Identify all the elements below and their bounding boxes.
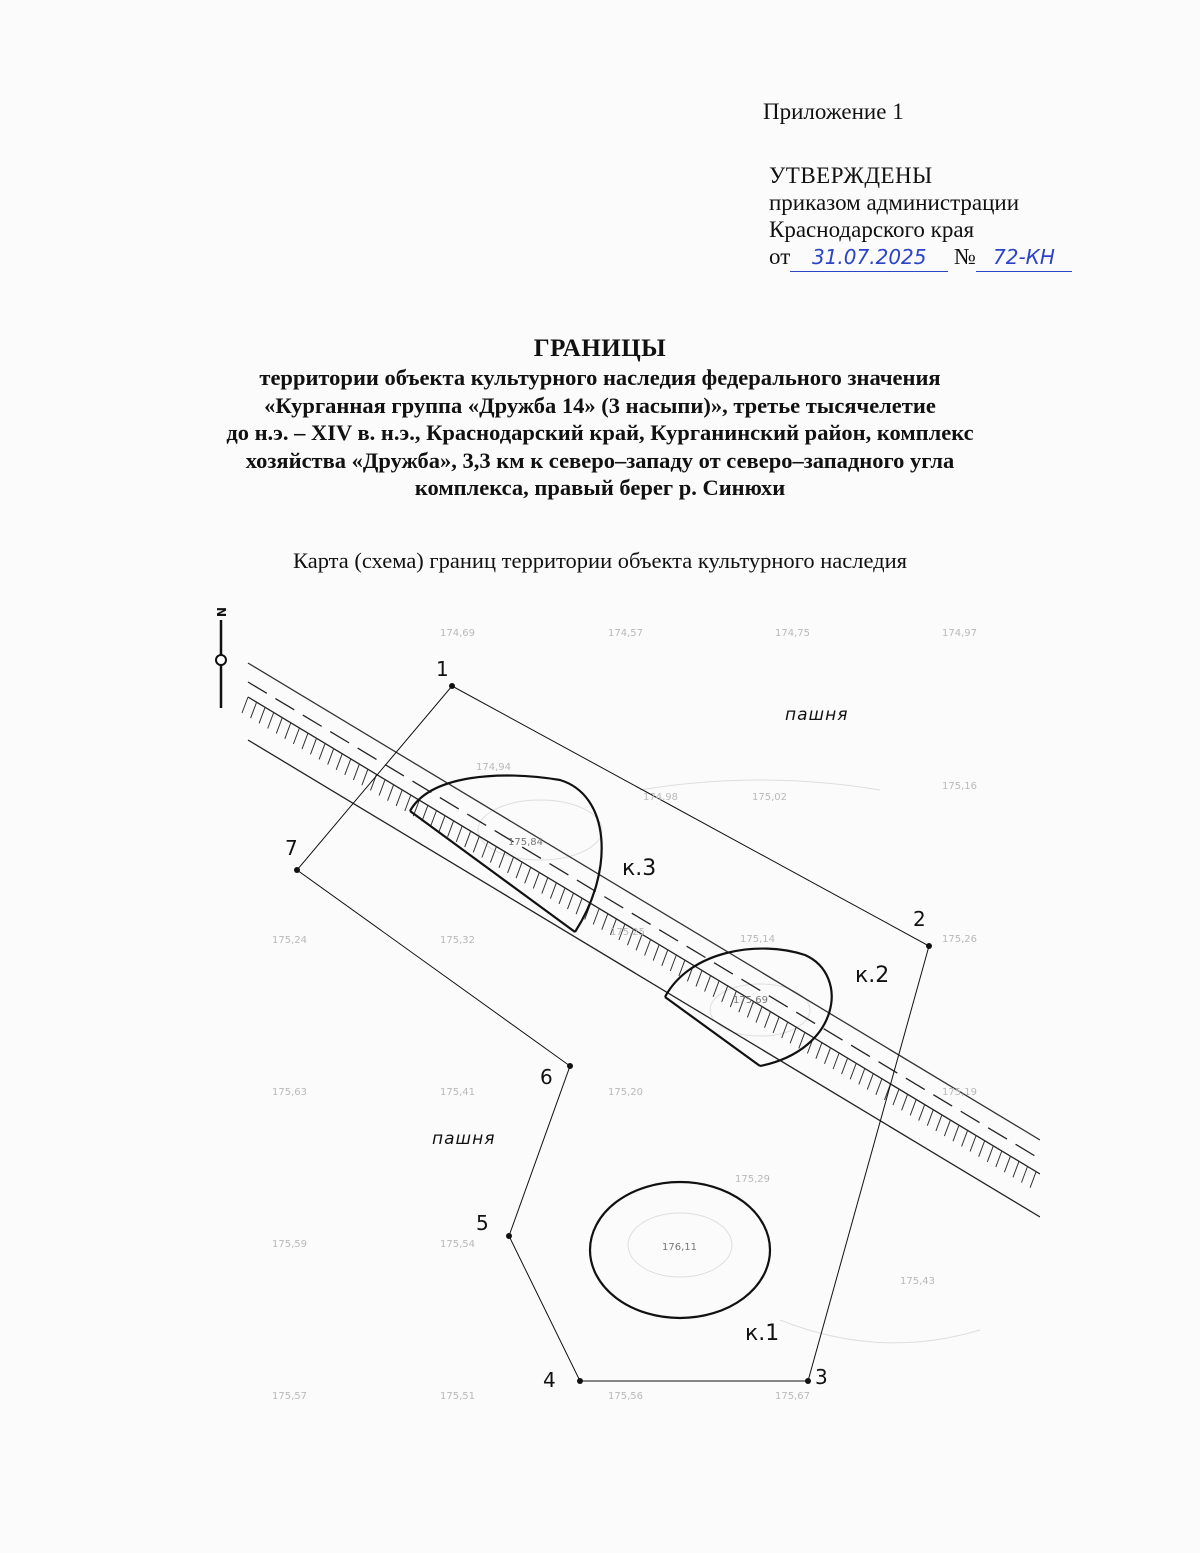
handwritten-date: 31.07.2025 <box>811 245 927 269</box>
point-label-2: 2 <box>913 907 926 931</box>
embankment-hatching <box>242 697 1036 1188</box>
kurgan-label-3: к.3 <box>622 856 657 881</box>
land-label-plough-ne: пашня <box>785 705 849 725</box>
contour-line-ne <box>640 780 880 790</box>
handwritten-number: 72-КН <box>993 245 1055 269</box>
contour-lines <box>478 780 980 1343</box>
road-edge-outer <box>248 663 1040 1140</box>
title-line-5: комплекса, правый берег р. Синюхи <box>414 475 786 500</box>
title-main: ГРАНИЦЫ <box>533 335 667 362</box>
elevation: 174,97 <box>942 628 977 639</box>
approval-line-2: Краснодарского края <box>769 217 975 242</box>
elevation: 175,25 <box>610 927 645 938</box>
elevation: 175,02 <box>752 792 787 803</box>
elevation: 175,56 <box>608 1391 643 1402</box>
number-label: № <box>954 244 976 269</box>
point-label-7: 7 <box>285 836 298 860</box>
point-label-4: 4 <box>543 1368 556 1392</box>
map-subtitle: Карта (схема) границ территории объекта культурного наследия <box>293 548 907 573</box>
boundary-point-labels <box>285 657 926 1392</box>
contour-k3 <box>478 800 602 860</box>
boundary-point-6 <box>567 1063 573 1069</box>
boundary-point-4 <box>577 1378 583 1384</box>
elevation: 175,24 <box>272 935 307 946</box>
approval-line-1: приказом администрации <box>769 190 1020 215</box>
elevation: 174,75 <box>775 628 810 639</box>
elevation-marks <box>272 628 977 1402</box>
boundary-point-7 <box>294 867 300 873</box>
elevation-k2: 175,69 <box>733 995 768 1006</box>
approved-heading: УТВЕРЖДЕНЫ <box>769 163 933 188</box>
north-arrow-circle <box>216 655 226 665</box>
road-strip <box>242 663 1040 1217</box>
elevation: 175,43 <box>900 1276 935 1287</box>
from-label: от <box>769 244 791 269</box>
north-arrow <box>214 607 228 708</box>
appendix-label: Приложение 1 <box>763 99 904 124</box>
elevation: 175,32 <box>440 935 475 946</box>
contour-line-se <box>780 1320 980 1343</box>
elevation: 175,20 <box>608 1087 643 1098</box>
elevation: 175,59 <box>272 1239 307 1250</box>
point-label-1: 1 <box>436 657 449 681</box>
land-label-plough-sw: пашня <box>432 1129 496 1149</box>
elevation: 175,29 <box>735 1174 770 1185</box>
point-label-3: 3 <box>815 1365 828 1389</box>
elevation: 175,63 <box>272 1087 307 1098</box>
elevation: 175,14 <box>740 934 775 945</box>
kurgan-3-outline <box>410 775 602 932</box>
elevation-k3: 175,84 <box>508 837 543 848</box>
kurgan-labels <box>622 856 889 1346</box>
elevation: 175,51 <box>440 1391 475 1402</box>
elevation: 175,19 <box>942 1087 977 1098</box>
elevation: 175,16 <box>942 781 977 792</box>
boundary-point-2 <box>926 943 932 949</box>
title-line-1: территории объекта культурного наследия федерального значения <box>259 365 941 390</box>
elevation: 175,67 <box>775 1391 810 1402</box>
north-label: N <box>214 606 228 618</box>
title-line-4: хозяйства «Дружба», 3,3 км к северо–западу от северо–западного угла <box>245 447 955 473</box>
elevation: 174,98 <box>643 792 678 803</box>
elevation: 174,57 <box>608 628 643 639</box>
title-line-3: до н.э. – XIV в. н.э., Краснодарский край, Курганинский район, комплекс <box>226 420 974 445</box>
point-label-5: 5 <box>476 1211 489 1235</box>
kurgan-2-cut <box>665 997 760 1066</box>
boundary-point-1 <box>449 683 455 689</box>
kurgan-label-1: к.1 <box>745 1321 780 1346</box>
kurgans <box>410 775 832 1318</box>
point-label-6: 6 <box>540 1065 553 1089</box>
embankment-edge <box>248 740 1040 1217</box>
title-line-2: «Курганная группа «Дружба 14» (3 насыпи)», третье тысячелетие <box>264 392 936 418</box>
kurgan-3-cut <box>410 811 575 932</box>
elevation: 174,69 <box>440 628 475 639</box>
elevation: 175,57 <box>272 1391 307 1402</box>
kurgan-label-2: к.2 <box>855 963 890 988</box>
elevation: 174,94 <box>476 762 511 773</box>
elevation: 175,54 <box>440 1239 475 1250</box>
boundary-point-3 <box>805 1378 811 1384</box>
elevation: 175,26 <box>942 934 977 945</box>
elevation: 175,41 <box>440 1087 475 1098</box>
elevation-k1: 176,11 <box>662 1242 697 1253</box>
boundary-point-5 <box>506 1233 512 1239</box>
kurgan-2-outline <box>665 949 832 1066</box>
